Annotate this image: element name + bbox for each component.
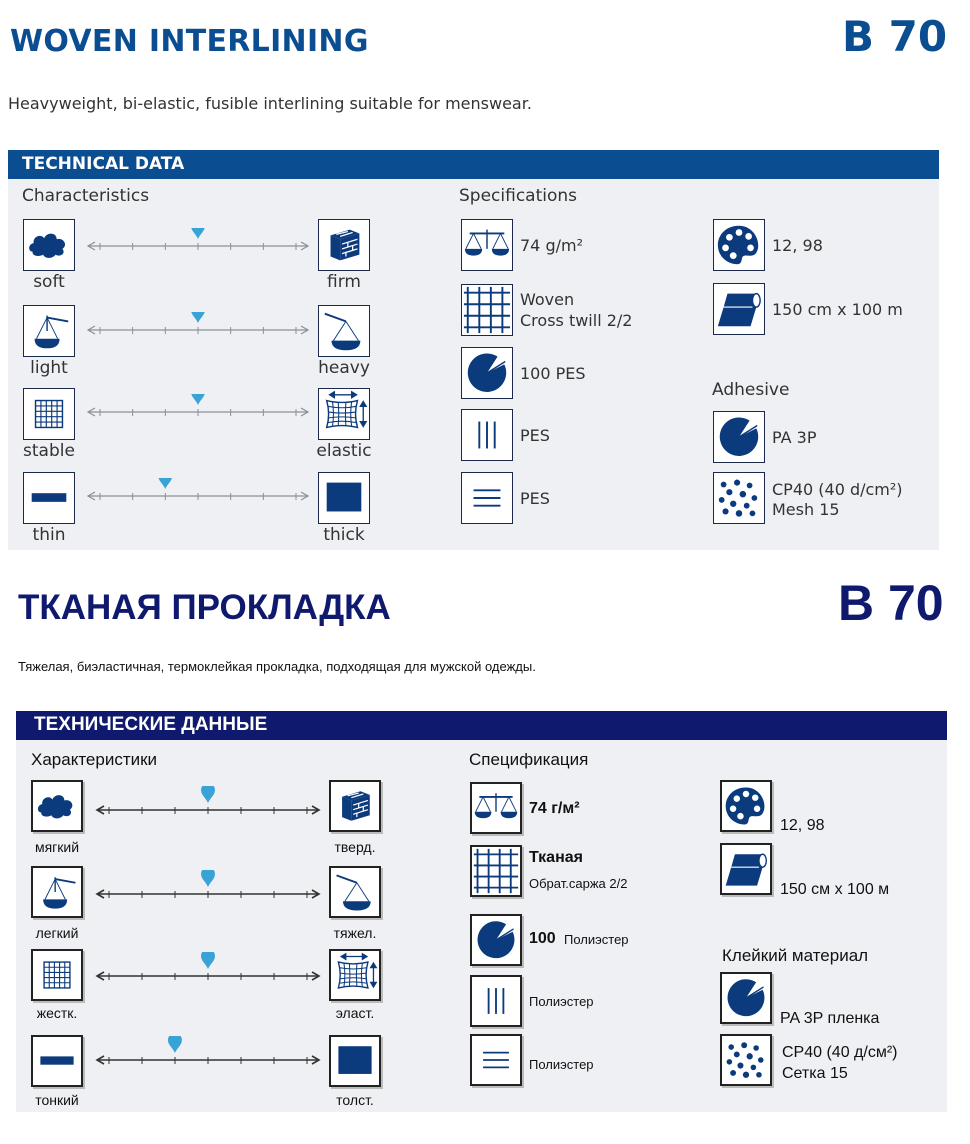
thick-block-icon	[318, 472, 370, 524]
grid-icon	[31, 949, 83, 1001]
scale-heavy-icon	[318, 305, 370, 357]
en-title: WOVEN INTERLINING	[10, 24, 369, 59]
ru-scale-left-label: тонкий	[35, 1092, 79, 1108]
scale-marker	[201, 870, 215, 887]
roll-icon	[713, 283, 765, 335]
scale-marker	[191, 394, 205, 405]
en-adhesive-heading: Adhesive	[712, 380, 790, 400]
dots-icon	[713, 472, 765, 524]
ru-specifications-heading: Спецификация	[469, 750, 589, 769]
scale-marker	[201, 786, 215, 803]
ru-spec-warp: Полиэстер	[529, 994, 594, 1009]
balance-icon	[470, 782, 522, 834]
palette-icon	[713, 219, 765, 271]
en-spec-composition: 100 PES	[520, 364, 586, 383]
thick-block-icon	[329, 1035, 381, 1087]
ru-scale-right-label: тяжел.	[333, 925, 377, 941]
ru-scale-soft-firm	[93, 786, 323, 822]
grid-icon	[23, 388, 75, 440]
en-scale-left-label: stable	[23, 441, 75, 461]
en-scale-thin-thick	[84, 478, 312, 508]
scale-light-icon	[31, 866, 83, 918]
ru-spec-composition-material: Полиэстер	[564, 932, 629, 947]
en-characteristics-heading: Characteristics	[22, 186, 150, 206]
ru-adhesive-mesh: Сетка 15	[782, 1065, 848, 1082]
en-section-bar: TECHNICAL DATA	[8, 150, 939, 179]
stretch-grid-icon	[329, 949, 381, 1001]
en-scale-light-heavy	[84, 312, 312, 342]
en-adhesive-type: PA 3P	[772, 428, 817, 447]
en-spec-weft: PES	[520, 489, 550, 508]
roll-icon	[720, 843, 772, 895]
pie-icon	[461, 347, 513, 399]
pie-icon	[720, 972, 772, 1024]
en-scale-left-label: soft	[33, 272, 65, 292]
ru-scale-right-label: толст.	[336, 1092, 374, 1108]
ru-product-code: B 70	[838, 575, 944, 631]
en-scale-stable-elastic	[84, 394, 312, 424]
en-adhesive-dots: CP40 (40 d/cm²)	[772, 480, 903, 499]
bricks-icon	[318, 219, 370, 271]
woven-grid-icon	[461, 284, 513, 336]
scale-heavy-icon	[329, 866, 381, 918]
en-scale-right-label: thick	[323, 525, 365, 545]
balance-icon	[461, 219, 513, 271]
en-scale-right-label: heavy	[318, 358, 370, 378]
dots-icon	[720, 1034, 772, 1086]
ru-adhesive-heading: Клейкий материал	[722, 946, 869, 965]
ru-scale-left-label: легкий	[35, 925, 79, 941]
ru-spec-weft: Полиэстер	[529, 1057, 594, 1072]
ru-scale-stable-elastic	[93, 952, 323, 988]
ru-adhesive-dots: CP40 (40 д/см²)	[782, 1044, 898, 1061]
scale-marker	[158, 478, 172, 489]
palette-icon	[720, 780, 772, 832]
ru-description: Тяжелая, биэластичная, термоклейкая прокладка, подходящая для мужской одежды.	[18, 659, 536, 674]
pie-icon	[713, 411, 765, 463]
ru-scale-light-heavy	[93, 870, 323, 906]
ru-characteristics-heading: Характеристики	[31, 750, 158, 769]
woven-grid-icon	[470, 845, 522, 897]
bricks-icon	[329, 780, 381, 832]
horizontal-lines-icon	[470, 1034, 522, 1086]
en-spec-weave: Cross twill 2/2	[520, 311, 633, 330]
scale-light-icon	[23, 305, 75, 357]
ru-spec-weave: Обрат.саржа 2/2	[529, 876, 628, 891]
en-scale-right-label: elastic	[316, 441, 372, 461]
thin-bar-icon	[23, 472, 75, 524]
ru-spec-construction: Тканая	[529, 849, 583, 866]
ru-scale-right-label: тверд.	[334, 839, 376, 855]
horizontal-lines-icon	[461, 472, 513, 524]
ru-spec-size: 150 см x 100 м	[780, 881, 890, 898]
ru-spec-composition-number: 100	[529, 930, 556, 947]
cloud-icon	[23, 219, 75, 271]
ru-spec-weight: 74 г/м²	[529, 800, 580, 817]
en-adhesive-mesh: Mesh 15	[772, 500, 840, 519]
en-spec-weight: 74 g/m²	[520, 236, 583, 255]
ru-adhesive-type: PA 3P пленка	[780, 1010, 880, 1027]
scale-marker	[191, 312, 205, 323]
scale-marker	[168, 1036, 182, 1053]
scale-marker	[201, 952, 215, 969]
vertical-lines-icon	[470, 975, 522, 1027]
en-product-code: B 70	[842, 12, 948, 61]
en-spec-size: 150 cm x 100 m	[772, 300, 903, 319]
en-scale-right-label: firm	[327, 272, 361, 292]
vertical-lines-icon	[461, 409, 513, 461]
ru-section-bar: ТЕХНИЧЕСКИЕ ДАННЫЕ	[16, 711, 947, 740]
en-specifications-heading: Specifications	[459, 186, 578, 206]
thin-bar-icon	[31, 1035, 83, 1087]
pie-icon	[470, 914, 522, 966]
ru-scale-thin-thick	[93, 1036, 323, 1072]
en-scale-left-label: light	[30, 358, 68, 378]
ru-scale-right-label: эласт.	[335, 1005, 375, 1021]
en-description: Heavyweight, bi-elastic, fusible interlining suitable for menswear.	[8, 94, 532, 113]
ru-scale-left-label: мягкий	[34, 839, 80, 855]
cloud-icon	[31, 780, 83, 832]
stretch-grid-icon	[318, 388, 370, 440]
en-scale-left-label: thin	[32, 525, 66, 545]
en-spec-colours: 12, 98	[772, 236, 823, 255]
scale-marker	[191, 228, 205, 239]
en-spec-warp: PES	[520, 426, 550, 445]
ru-title: ТКАНАЯ ПРОКЛАДКА	[18, 588, 391, 627]
ru-scale-left-label: жестк.	[36, 1005, 78, 1021]
en-scale-soft-firm	[84, 228, 312, 258]
ru-spec-colours: 12, 98	[780, 817, 825, 834]
en-spec-construction: Woven	[520, 290, 575, 309]
